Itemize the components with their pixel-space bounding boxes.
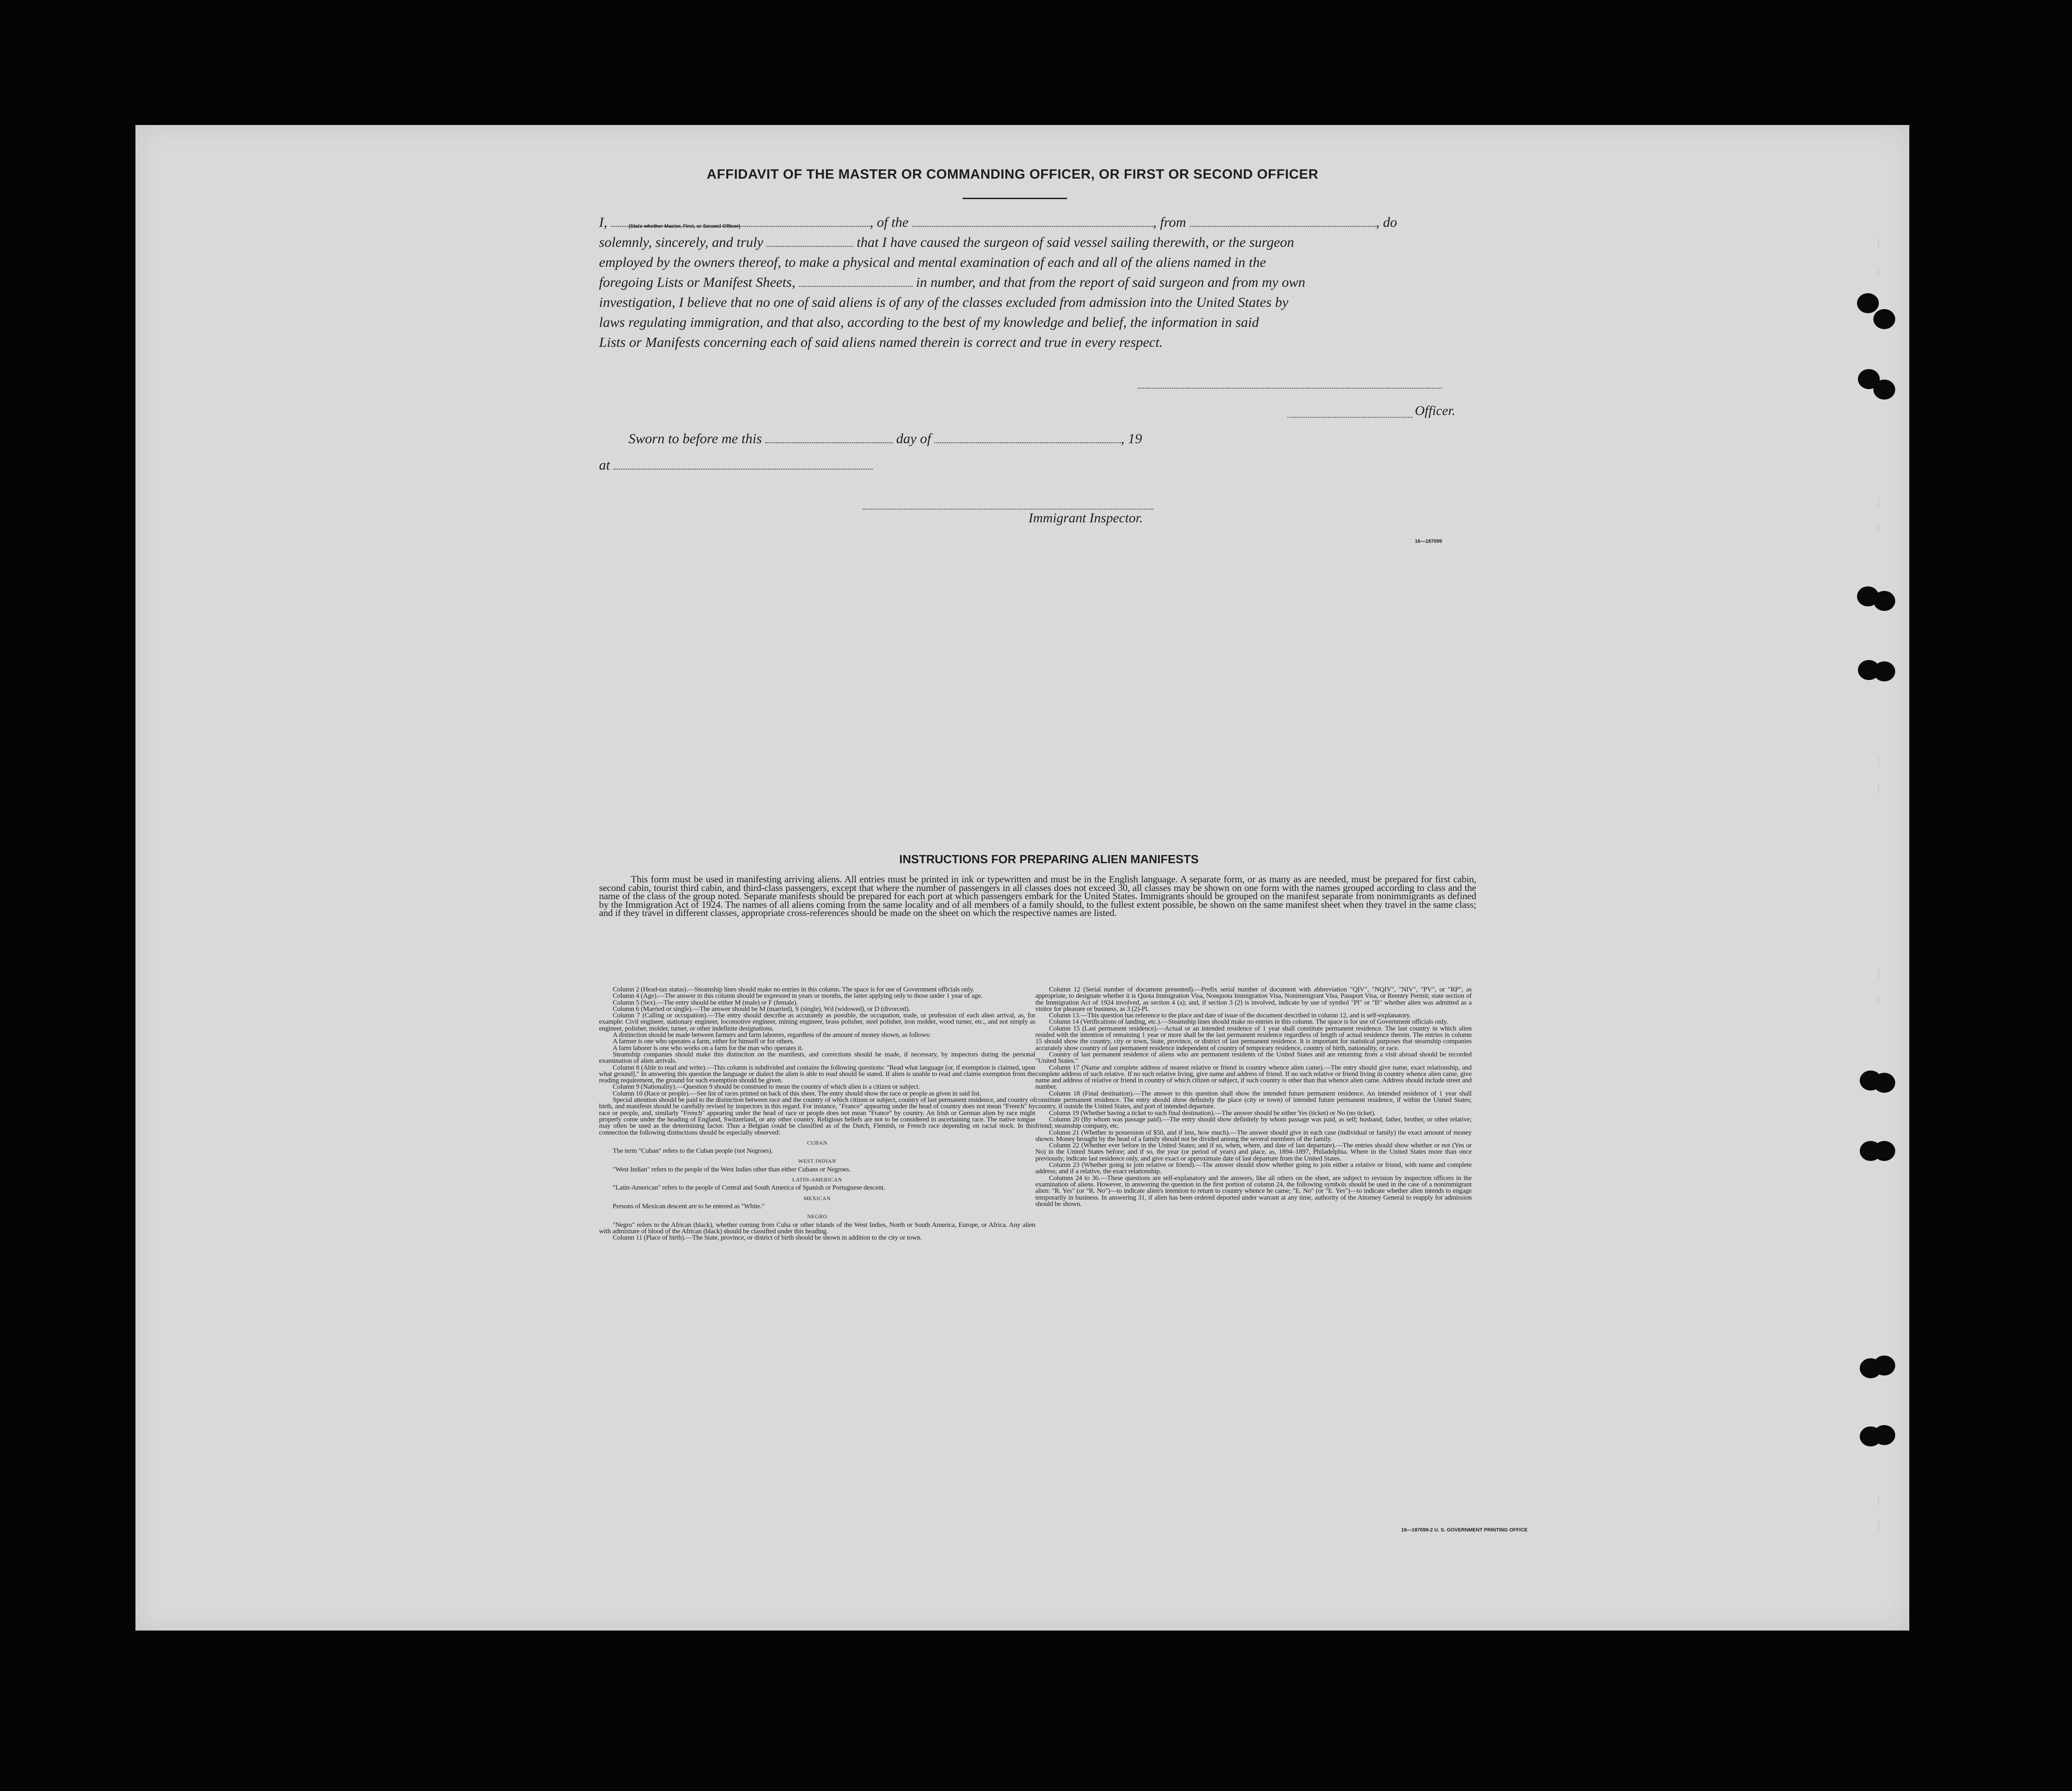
list-item: Column 11 (Place of birth).—The State, province, or district of birth should be shown in addition to the city or town.	[613, 1234, 922, 1242]
affidavit-line-5: investigation, I believe that no one of said aliens is of any of the classes excluded from admission into the United States by	[599, 294, 1288, 310]
list-item: Column 10 (Race or people).—See list of races printed on back of this sheet. The entry should show the race or people as given in said list.	[613, 1089, 981, 1097]
punch-hole	[1873, 661, 1895, 681]
affidavit-line-2: solemnly, sincerely, and truly that I have caused the surgeon of said vessel sailing therewith, or the surgeon	[599, 234, 1294, 250]
list-item: Column 13.—This question has reference to the place and date of issue of the document described in column 12, and is self-explanatory.	[1049, 1011, 1411, 1020]
affidavit-line-7: Lists or Manifests concerning each of said aliens named therein is correct and true in every respect.	[599, 334, 1163, 350]
list-item: The term "Cuban" refers to the Cuban people (not Negroes).	[613, 1147, 773, 1155]
affidavit-title: AFFIDAVIT OF THE MASTER OR COMMANDING OFFICER, OR FIRST OR SECOND OFFICER	[707, 167, 1318, 182]
inspector-line	[863, 509, 1153, 510]
punch-hole	[1873, 1141, 1895, 1161]
punch-hole	[1873, 591, 1895, 611]
punch-hole	[1873, 309, 1895, 329]
instructions-intro: This form must be used in manifesting arriving aliens. All entries must be printed in ink or typewritten and must be in the English language. A separate form, or as many as are needed, must be prepared for first cabin, second cabin, tourist third cabin, and third-class passengers, except that where the number of passengers in all classes does not exceed 30, all classes may be shown on one form with the names grouped according to class and the name of the class of the group noted. Separate manifests should be prepared for each port at which passengers embark for the United States. Immigrants should be grouped on the manifest separate from nonimmigrants as defined by the Immigration Act of 1924. The names of all aliens coming from the same locality and of all members of a family should, to the fullest extent possible, be shown on the same manifest sheet when they travel in the same class; and if they travel in different classes, appropriate cross-references should be made on the sheet on which the respective names are listed.	[599, 874, 1476, 919]
title-rule	[963, 198, 1067, 199]
officer-rank-note: (State whether Master, First, or Second Officer)	[629, 224, 740, 229]
affidavit-line-4: foregoing Lists or Manifest Sheets, in number, and that from the report of said surgeon and from my own	[599, 274, 1306, 290]
sworn-line: Sworn to before me this day of , 19	[629, 430, 1142, 446]
edge-mark	[1877, 968, 1879, 978]
punch-hole	[1873, 1073, 1895, 1093]
list-item: Column 15 (Last permanent residence).—Actual or an intended residence of 1 year shall constitute permanent residence. The last country in which alien resided with the intention of remaining 1 year or more shall be the last permanent residence regardless of length of actual residence therein. The entries in column 15 should show the country, city or town, State, province, or district of last permanent residence. It is important for statistical purposes that steamship companies accurately show country of last permanent residence independent of country of temporary residence, country of birth, nationality, or race.	[1035, 1024, 1472, 1052]
list-item: Columns 24 to 36.—These questions are self-explanatory and the answers, like all others on the sheet, are subject to revision by inspection officers in the examination of aliens. However, in answering the question in the first portion of column 24, the following symbols should be used in the case of a nonimmigrant alien: "R. Yes" (or "R. No")—to indicate alien's intention to return to country whence he came; "E. No" (or "E. Yes")—to indicate whether alien intends to engage temporarily in business. In answering 31, if alien has been ordered deported under warrant at any time, authority of the Attorney General to reapply for admission should be shown.	[1035, 1174, 1472, 1208]
list-item: Column 5 (Sex).—The entry should be either M (male) or F (female).	[613, 998, 798, 1006]
affidavit-line-1: I, , of the , from , do	[599, 214, 1397, 230]
instructions-left-column	[599, 986, 1035, 1241]
list-item: A farmer is one who operates a farm, either for himself or for others.	[613, 1037, 794, 1046]
list-item: Column 18 (Final destination).—The answer to this question shall show the intended future permanent residence. An intended residence of 1 year shall constitute permanent residence. The entry should show definitely the place (city or town) of intended future permanent residence, if within the United States; country, if outside the United States, and port of intended departure.	[1035, 1089, 1472, 1111]
edge-mark	[1877, 1496, 1879, 1506]
form-number: 16—187099	[1415, 539, 1442, 544]
list-item: Steamship companies should make this distinction on the manifests, and corrections should be made, if necessary, by inspectors during the personal examination of alien arrivals.	[599, 1050, 1035, 1065]
punch-hole	[1873, 1425, 1895, 1445]
list-item: Column 7 (Calling or occupation).—The entry should describe as accurately as possible, the occupation, trade, or profession of each alien arrival, as, for example: Civil engineer, stationary engineer, locomotive engineer, mining engineer, brass polisher, steel polisher, iron molder, wood turner, etc., and not simply as engineer, polisher, molder, turner, or other indefinite designations.	[599, 1011, 1035, 1032]
edge-mark	[1877, 996, 1879, 1006]
list-item: "Latin-American" refers to the people of Central and South America of Spanish or Portuguese descent.	[613, 1184, 885, 1192]
edge-mark	[1877, 498, 1879, 508]
punch-hole	[1873, 380, 1895, 400]
officer-label: Officer.	[1415, 403, 1456, 418]
heading-mexican: MEXICAN	[804, 1195, 831, 1201]
list-item: Persons of Mexican descent are to be entered as "White."	[613, 1202, 765, 1210]
heading-west-indian: WEST INDIAN	[798, 1158, 836, 1165]
list-item: Column 21 (Whether in possession of $50, and if less, how much).—The answer should give in each case (individual or family) the exact amount of money shown. Money brought by the head of a family should not be divided among the several members of the family.	[1035, 1128, 1472, 1143]
heading-cuban: CUBAN	[807, 1139, 828, 1146]
punch-hole	[1873, 1356, 1895, 1376]
punch-hole	[1857, 293, 1879, 313]
edge-mark	[1877, 784, 1879, 794]
edge-mark	[1877, 1521, 1879, 1531]
heading-negro: NEGRO	[807, 1213, 827, 1220]
affidavit-line-3: employed by the owners thereof, to make a physical and mental examination of each and all of the aliens named in the	[599, 254, 1266, 270]
list-item: Column 17 (Name and complete address of nearest relative or friend in country whence alien came).—The entry should give name, exact relationship, and complete address of such relative. If no such relative living, give name and address of friend. If no such relative or friend living in country whence alien came, give name and address of relative or friend in country of which citizen or subject, if such country is other than that whence alien came. Address should include street and number.	[1035, 1063, 1472, 1091]
inspector-label: Immigrant Inspector.	[1029, 510, 1143, 525]
list-item: "West Indian" refers to the people of the West Indies other than either Cubans or Negroes.	[613, 1165, 851, 1173]
signature-line	[1138, 388, 1442, 389]
list-item: "Negro" refers to the African (black), whether coming from Cuba or other islands of the West Indies, North or South America, Europe, or Africa. Any alien with admixture of blood of the African (black) should be classified under this heading.	[599, 1221, 1035, 1235]
affidavit-line-6: laws regulating immigration, and that also, according to the best of my knowledge and belief, the information in said	[599, 314, 1259, 330]
edge-mark	[1877, 523, 1879, 533]
instructions-right-column	[1035, 986, 1472, 1207]
edge-mark	[1877, 266, 1879, 276]
list-item: Column 22 (Whether ever before in the United States; and if so, when, where, and date of last departure).—The entries should show whether or not (Yes or No) in the United States before; and if so, the year (or period of years) and place, as, 1894–1897, Philadelphia. Where in the United States more than once previously, indicate last residence only, and give exact or approximate date of last departure from the United States.	[1035, 1141, 1472, 1162]
list-item: Column 12 (Serial number of document presented).—Prefix serial number of document with abbreviation "QIV", "NQIV", "NIV", "PV", or "RP", as appropriate, to designate whether it is Quota Immigration Visa, Nonquota Immigration Visa, Nonimmigrant Visa, Passport Visa, or Reentry Permit; state section of the Immigration Act of 1924 involved, as section 4 (a); and, if section 3 (2) is involved, indicate by use of symbol "Pl" or "B" whether alien was admitted as a visitor for pleasure or business, as 3 (2)-Pl.	[1035, 986, 1472, 1013]
manifest-sheet	[135, 125, 1909, 1631]
list-item: A distinction should be made between farmers and farm laborers, regardless of the amount of money shown, as follows:	[613, 1031, 931, 1039]
list-item: Column 4 (Age).—The answer in this column should be expressed in years or months, the latter applying only to those under 1 year of age.	[613, 992, 983, 1000]
edge-mark	[1877, 757, 1879, 767]
list-item: A farm laborer is one who works on a farm for the man who operates it.	[613, 1044, 803, 1052]
list-item: Country of last permanent residence of aliens who are permanent residents of the United States and are returning from a visit abroad should be recorded "United States."	[1035, 1050, 1472, 1065]
at-line: at	[599, 457, 1474, 473]
list-item: Column 14 (Verifications of landing, etc.).—Steamship lines should make no entries in this column. The space is for use of Government officials only.	[1049, 1018, 1448, 1026]
edge-mark	[1877, 239, 1879, 249]
list-item: Column 19 (Whether having a ticket to such final destination).—The answer should be either Yes (ticket) or No (no ticket).	[1049, 1109, 1376, 1117]
heading-latin-american: LATIN-AMERICAN	[792, 1176, 842, 1183]
list-item: Column 8 (Able to read and write).—This column is subdivided and contains the following questions: "Read what language [or, if exemption is claimed, upon what ground]." In answering this question the language or dialect the alien is able to read should be stated. If alien is unable to read and claims exemption from the reading requirement, the ground for such exemption should be given.	[599, 1063, 1035, 1085]
list-item: Column 6 (Married or single).—The answer should be M (married), S (single), Wd (widowed), or D (divorced).	[613, 1005, 910, 1013]
list-item: Special attention should be paid to the distinction between race and the country of which citizen or subject, country of last permanent residence, and country of birth, and manifests should be carefully revised by inspectors in this regard. For instance, "France" appearing under the head of country does not mean "French" by race or people, and, similarly "French" appearing under the head of race or people does not mean "France" by country. An Irish or German alien by race might properly come under the heading of England, Switzerland, or any other country. Religious beliefs are not to be considered in ascertaining race. The native tongue may often be used as the determining factor. Thus a Belgian could be classified as of the Dutch, Flemish, or French race depending on racial stock. In this connection the following distinctions should be especially observed:	[599, 1096, 1035, 1136]
instructions-title: INSTRUCTIONS FOR PREPARING ALIEN MANIFESTS	[899, 852, 1199, 866]
list-item: Column 2 (Head-tax status).—Steamship lines should make no entries in this column. The space is for use of Government officials only.	[613, 986, 974, 993]
list-item: Column 9 (Nationality).—Question 9 should be construed to mean the country of which alien is a citizen or subject.	[613, 1083, 920, 1091]
printing-office-footer: 16—187099-2 U. S. GOVERNMENT PRINTING OFFICE	[1401, 1527, 1528, 1533]
officer-line	[1288, 417, 1413, 418]
list-item: Column 23 (Whether going to join relative or friend).—The answer should show whether going to join either a relative or friend, with name and complete address; and if a relative, the exact relationship.	[1035, 1161, 1472, 1176]
list-item: Column 20 (By whom was passage paid).—The entry should show definitely by whom passage was paid, as self; husband, father, brother, or other relative; friend; steamship company, etc.	[1035, 1115, 1472, 1130]
